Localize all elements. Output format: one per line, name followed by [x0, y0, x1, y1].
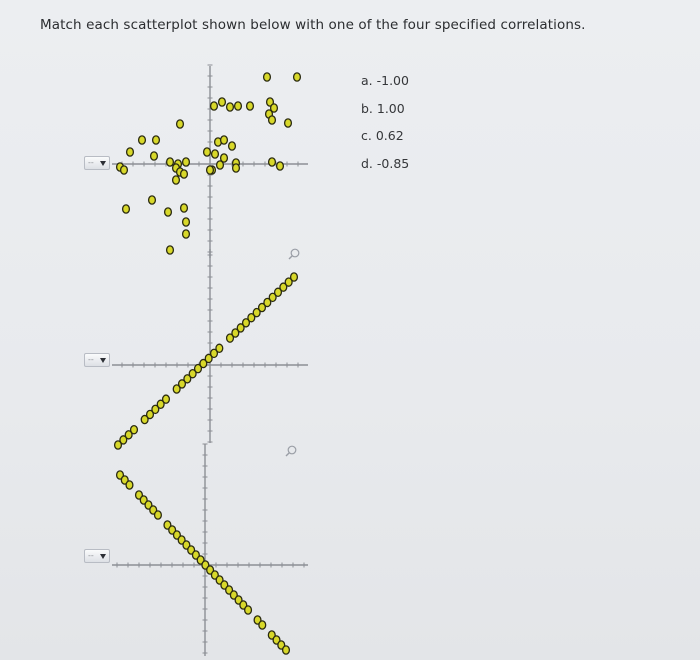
scatterplot-1-point: [183, 158, 190, 166]
scatterplot-1-point: [221, 136, 228, 144]
chevron-down-icon: [100, 358, 106, 363]
scatterplot-3-point: [245, 606, 252, 614]
scatterplot-1-point: [181, 204, 188, 212]
zoom-icon[interactable]: [286, 446, 296, 456]
scatterplot-2-point: [131, 426, 138, 434]
scatterplot-1-point: [294, 73, 301, 81]
scatterplot-1-point: [212, 150, 219, 158]
scatterplot-1-point: [227, 103, 234, 111]
scatterplot-3-point: [155, 511, 162, 519]
scatterplot-1: [112, 62, 308, 262]
scatterplot-1-point: [165, 208, 172, 216]
scatterplot-1-point: [167, 158, 174, 166]
scatterplot-2: [112, 245, 308, 445]
scatterplot-2-svg: [112, 245, 308, 445]
scatterplot-1-point: [153, 136, 160, 144]
scatterplot-1-point: [149, 196, 156, 204]
correlation-options: [361, 73, 409, 183]
chevron-down-icon: [100, 161, 106, 166]
scatterplot-1-point: [233, 164, 240, 172]
scatterplot-1-point: [229, 142, 236, 150]
scatterplot-2-point: [216, 344, 223, 352]
scatterplot-1-point: [173, 176, 180, 184]
option-d: d. -0.85: [361, 155, 410, 171]
scatterplot-1-point: [211, 102, 218, 110]
scatterplot-1-point: [177, 120, 184, 128]
scatterplot-1-point: [264, 73, 271, 81]
zoom-icon[interactable]: [289, 249, 299, 259]
scatterplot-1-point: [269, 116, 276, 124]
scatterplot-3-svg: [112, 440, 308, 660]
scatterplot-1-point: [183, 218, 190, 226]
scatterplot-1-point: [219, 98, 226, 106]
scatterplot-1-point: [204, 148, 211, 156]
scatterplot-2-point: [291, 273, 298, 281]
scatterplot-1-point: [123, 205, 130, 213]
scatterplot-3: [112, 440, 308, 660]
scatterplot-2-point: [163, 395, 170, 403]
dropdown-plot-2[interactable]: --: [84, 353, 110, 367]
scatterplot-1-point: [127, 148, 134, 156]
scatterplot-1-point: [183, 230, 190, 238]
option-c: c. 0.62: [361, 128, 404, 143]
scatterplot-3-point: [126, 481, 133, 489]
scatterplot-1-point: [121, 166, 128, 174]
scatterplot-3-point: [283, 646, 290, 654]
scatterplot-1-point: [285, 119, 292, 127]
option-b: b. 1.00: [361, 100, 405, 116]
scatterplot-1-point: [247, 102, 254, 110]
scatterplot-1-point: [217, 161, 224, 169]
scatterplot-1-point: [151, 152, 158, 160]
scatterplot-1-point: [269, 158, 276, 166]
option-a: a. -1.00: [361, 73, 409, 88]
question-text: Match each scatterplot shown below with one of the four specified correlations.: [40, 17, 586, 33]
scatterplot-1-point: [235, 102, 242, 110]
scatterplot-1-point: [207, 166, 214, 174]
dropdown-plot-1[interactable]: --: [84, 156, 110, 170]
scatterplot-1-point: [181, 170, 188, 178]
chevron-down-icon: [100, 554, 106, 559]
dropdown-plot-3[interactable]: --: [84, 549, 110, 563]
scatterplot-1-svg: [112, 62, 308, 262]
scatterplot-3-point: [259, 621, 266, 629]
scatterplot-1-point: [277, 162, 284, 170]
scatterplot-1-point: [139, 136, 146, 144]
